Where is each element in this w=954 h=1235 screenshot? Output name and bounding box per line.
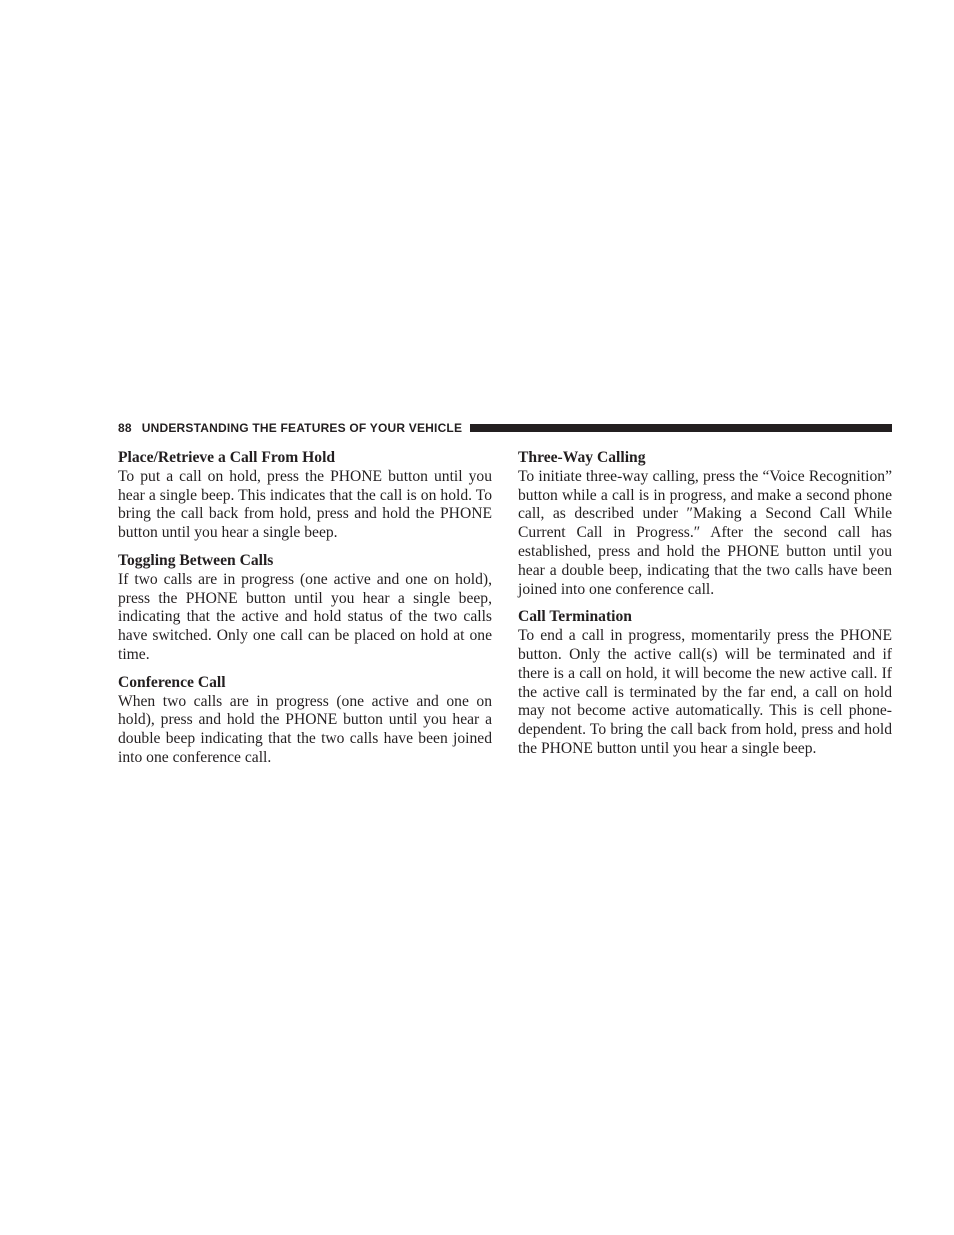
section-body: When two calls are in progress (one active and one on hold), press and hold the PHONE button until you hear a double beep indicating that the two calls have been joined into one conference call. bbox=[118, 692, 492, 766]
section-title: UNDERSTANDING THE FEATURES OF YOUR VEHICLE bbox=[141, 421, 463, 435]
section-body: To put a call on hold, press the PHONE button until you hear a single beep. This indicates that the call is on hold. To bring the call back from hold, press and hold the PHONE button until you hear a single beep. bbox=[118, 467, 492, 542]
section-heading: Three-Way Calling bbox=[518, 449, 646, 466]
right-column bbox=[518, 449, 892, 768]
section-heading: Toggling Between Calls bbox=[118, 551, 274, 569]
section-heading: Call Termination bbox=[518, 608, 632, 626]
page-number: 88 bbox=[118, 421, 132, 435]
section-call-termination bbox=[518, 608, 892, 758]
section-heading: Place/Retrieve a Call From Hold bbox=[118, 449, 336, 466]
section-body: To initiate three-way calling, press the “Voice Recognition” button while a call is in progress, and make a second phone call, as described under ″Making a Second Call While Current Call in Progress.″ After the second call has established, press and hold the PHONE button until you hear a double beep, indicating that the two calls have been joined into one conference call. bbox=[518, 467, 892, 598]
section-heading: Conference Call bbox=[118, 673, 226, 691]
page-header bbox=[118, 419, 892, 437]
section-three-way-calling bbox=[518, 449, 892, 599]
section-toggling-calls bbox=[118, 552, 492, 665]
section-body: If two calls are in progress (one active and one on hold), press the PHONE button until you hear a single beep, indicating that the active and hold status of the two calls have switched. Only one call can be placed on hold at one time. bbox=[118, 570, 492, 663]
section-place-retrieve-hold bbox=[118, 449, 492, 543]
left-column bbox=[118, 449, 492, 777]
section-body: To end a call in progress, momentarily press the PHONE button. Only the active call(s) will be terminated and if there is a call on hold, it will become the new active call. If the active call is terminated by the far end, a call on hold may not become active automatically. This is cell phone-dependent. To bring the call back from hold, press and hold the PHONE button until you hear a single beep. bbox=[518, 627, 892, 757]
section-conference-call bbox=[118, 674, 492, 768]
header-rule bbox=[470, 424, 892, 432]
